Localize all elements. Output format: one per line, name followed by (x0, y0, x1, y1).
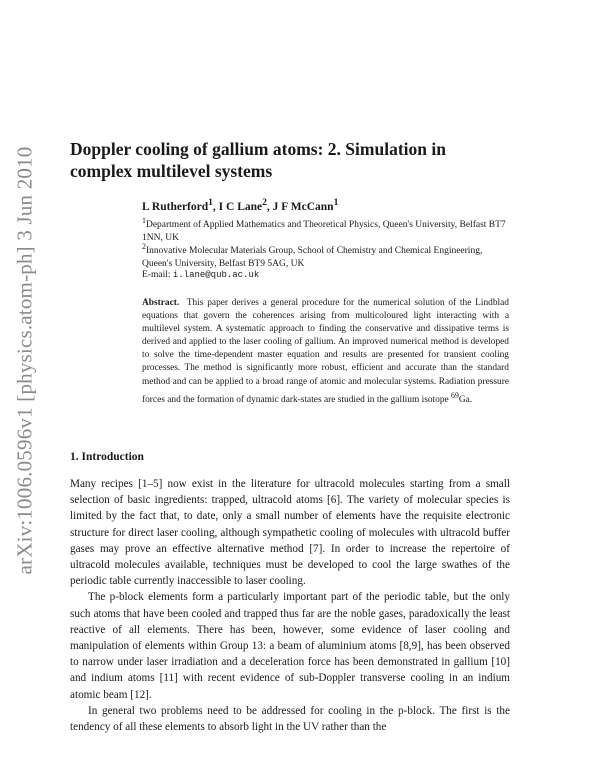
paragraph: The p-block elements form a particularly important part of the periodic table, but the only such atoms that have been cooled and trapped thus far are the noble gases, paradoxically the least reactive of all elements. There has been, however, some evidence of laser cooling and manipulation of elements within Group 13: a beam of aluminium atoms [8,9], has been observed to narrow under laser irradiation and a deceleration force has been demonstrated in gallium [10] and indium atoms [11] with recent evidence of sub-Doppler transverse cooling in an indium atomic beam [12]. (70, 591, 510, 701)
email-line (142, 270, 259, 280)
paragraph: Many recipes [1–5] now exist in the literature for ultracold molecules starting from a small selection of basic ingredients: trapped, ultracold atoms [6]. The variety of molecular species is limited by the fact that, to date, only a small number of elements have the requisite electronic structure for direct laser cooling, although sympathetic cooling of molecules with ultracold buffer gases may prove an effective alternative method [7]. In order to increase the repertoire of ultracold molecules available, techniques must be developed to cool the large swathes of the periodic table currently inaccessible to laser cooling. (70, 478, 510, 588)
abstract-text: This paper derives a general procedure for the numerical solution of the Lindblad equations that govern the coherences arising from multicoloured light interacting with a multilevel system. A systematic approach to finding the conservative and dissipative terms is derived and applied to the laser cooling of gallium. An improved numerical method is developed to solve the time-dependent master equation and results are presented for transient cooling processes. The method is significantly more robust, efficient and accurate than the standard method and can be applied to a broad range of atomic and molecular systems. Radiation pressure forces and the formation of dynamic dark-states are studied in the gallium isotope (142, 298, 509, 405)
author-name: I C Lane (218, 200, 263, 213)
abstract (142, 297, 509, 407)
email-label: E-mail: (142, 270, 171, 280)
affil-mark: 1 (333, 197, 339, 208)
author-list: L Rutherford$^1$, I C Lane$^2$, J F McCann$^1$ (142, 197, 339, 213)
isotope-mass: 69 (451, 390, 459, 400)
abstract-label: Abstract. (142, 298, 180, 308)
affil-mark: 2 (142, 242, 146, 251)
affil-mark: 2 (262, 197, 267, 208)
isotope-symbol: Ga. (458, 394, 473, 405)
arxiv-id: arXiv:1006.0596v1 [physics.atom-ph] 3 Jun 2010 (12, 146, 37, 574)
affil-mark: 1 (142, 216, 146, 225)
body-text (70, 476, 510, 735)
affiliation-text: Department of Applied Mathematics and Theoretical Physics, Queen's University, Belfast BT7 1NN, UK (142, 220, 506, 244)
author-name: L Rutherford (142, 200, 209, 213)
paragraph: In general two problems need to be addressed for cooling in the p-block. The first is the tendency of all these elements to absorb light in the UV rather than the (70, 704, 510, 734)
paper-title: Doppler cooling of gallium atoms: 2. Simulation in complex multilevel systems (70, 139, 446, 181)
affiliation (142, 240, 512, 271)
affil-mark: 1 (208, 197, 213, 208)
email-address[interactable]: i.lane@qub.ac.uk (172, 270, 260, 280)
section-heading: 1. Introduction (70, 451, 144, 463)
author-name: J F McCann (272, 200, 334, 213)
arxiv-stamp (5, 40, 45, 680)
affiliation-text: Innovative Molecular Materials Group, School of Chemistry and Chemical Engineering, Queen's University, Belfast BT9 5AG, UK (142, 246, 483, 270)
